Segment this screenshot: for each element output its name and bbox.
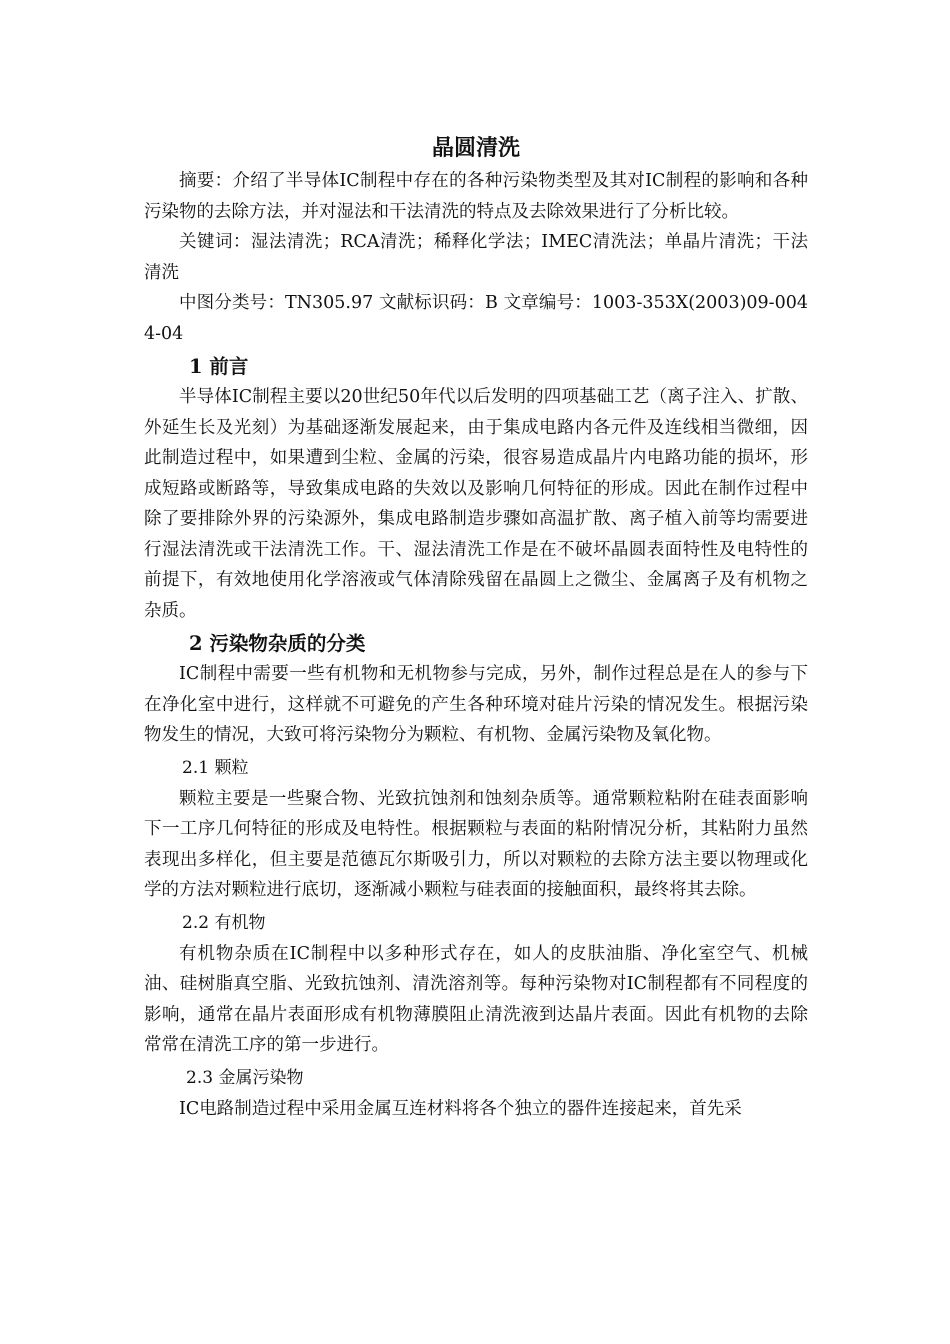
subsection-heading-metals: 2.3 金属污染物 [186, 1067, 304, 1088]
subsection-heading-organics: 2.2 有机物 [182, 912, 266, 933]
classification-paragraph: 中图分类号：TN305.97 文献标识码：B 文章编号：1003-353X(2003)09-0044-04 [144, 293, 808, 344]
metals-paragraph: IC电路制造过程中采用金属互连材料将各个独立的器件连接起来，首先采 [179, 1098, 742, 1119]
organics-paragraph: 有机物杂质在IC制程中以多种形式存在，如人的皮肤油脂、净化室空气、机械油、硅树脂真空脂、光致抗蚀剂、清洗溶剂等。每种污染物对IC制程都有不同程度的影响，通常在晶片表面形成有机物薄膜阻止清洗液到达晶片表面。因此有机物的去除常常在清洗工序的第一步进行。 [144, 943, 808, 1055]
page-title: 晶圆清洗 [431, 135, 520, 161]
subsection-heading-particles: 2.1 颗粒 [182, 757, 249, 778]
abstract-paragraph: 摘要：介绍了半导体IC制程中存在的各种污染物类型及其对IC制程的影响和各种污染物的去除方法，并对湿法和干法清洗的特点及去除效果进行了分析比较。 [144, 171, 808, 222]
section-heading-intro: 1 前言 [189, 355, 249, 378]
section-heading-contaminants: 2 污染物杂质的分类 [189, 632, 366, 655]
particles-paragraph: 颗粒主要是一些聚合物、光致抗蚀剂和蚀刻杂质等。通常颗粒粘附在硅表面影响下一工序几何特征的形成及电特性。根据颗粒与表面的粘附情况分析，其粘附力虽然表现出多样化，但主要是范德瓦尔斯吸引力，所以对颗粒的去除方法主要以物理或化学的方法对颗粒进行底切，逐渐减小颗粒与硅表面的接触面积，最终将其去除。 [144, 788, 808, 900]
document-body [144, 128, 808, 1124]
intro-paragraph: 半导体IC制程主要以20世纪50年代以后发明的四项基础工艺（离子注入、扩散、外延生长及光刻）为基础逐渐发展起来，由于集成电路内各元件及连线相当微细，因此制造过程中，如果遭到尘粒、金属的污染，很容易造成晶片内电路功能的损坏，形成短路或断路等，导致集成电路的失效以及影响几何特征的形成。因此在制作过程中除了要排除外界的污染源外，集成电路制造步骤如高温扩散、离子植入前等均需要进行湿法清洗或干法清洗工作。干、湿法清洗工作是在不破坏晶圆表面特性及电特性的前提下，有效地使用化学溶液或气体清除残留在晶圆上之微尘、金属离子及有机物之杂质。 [144, 387, 808, 621]
contaminants-paragraph: IC制程中需要一些有机物和无机物参与完成，另外，制作过程总是在人的参与下在净化室中进行，这样就不可避免的产生各种环境对硅片污染的情况发生。根据污染物发生的情况，大致可将污染物分为颗粒、有机物、金属污染物及氧化物。 [144, 664, 808, 745]
keywords-paragraph: 关键词：湿法清洗；RCA清洗；稀释化学法；IMEC清洗法；单晶片清洗；干法清洗 [144, 232, 808, 283]
